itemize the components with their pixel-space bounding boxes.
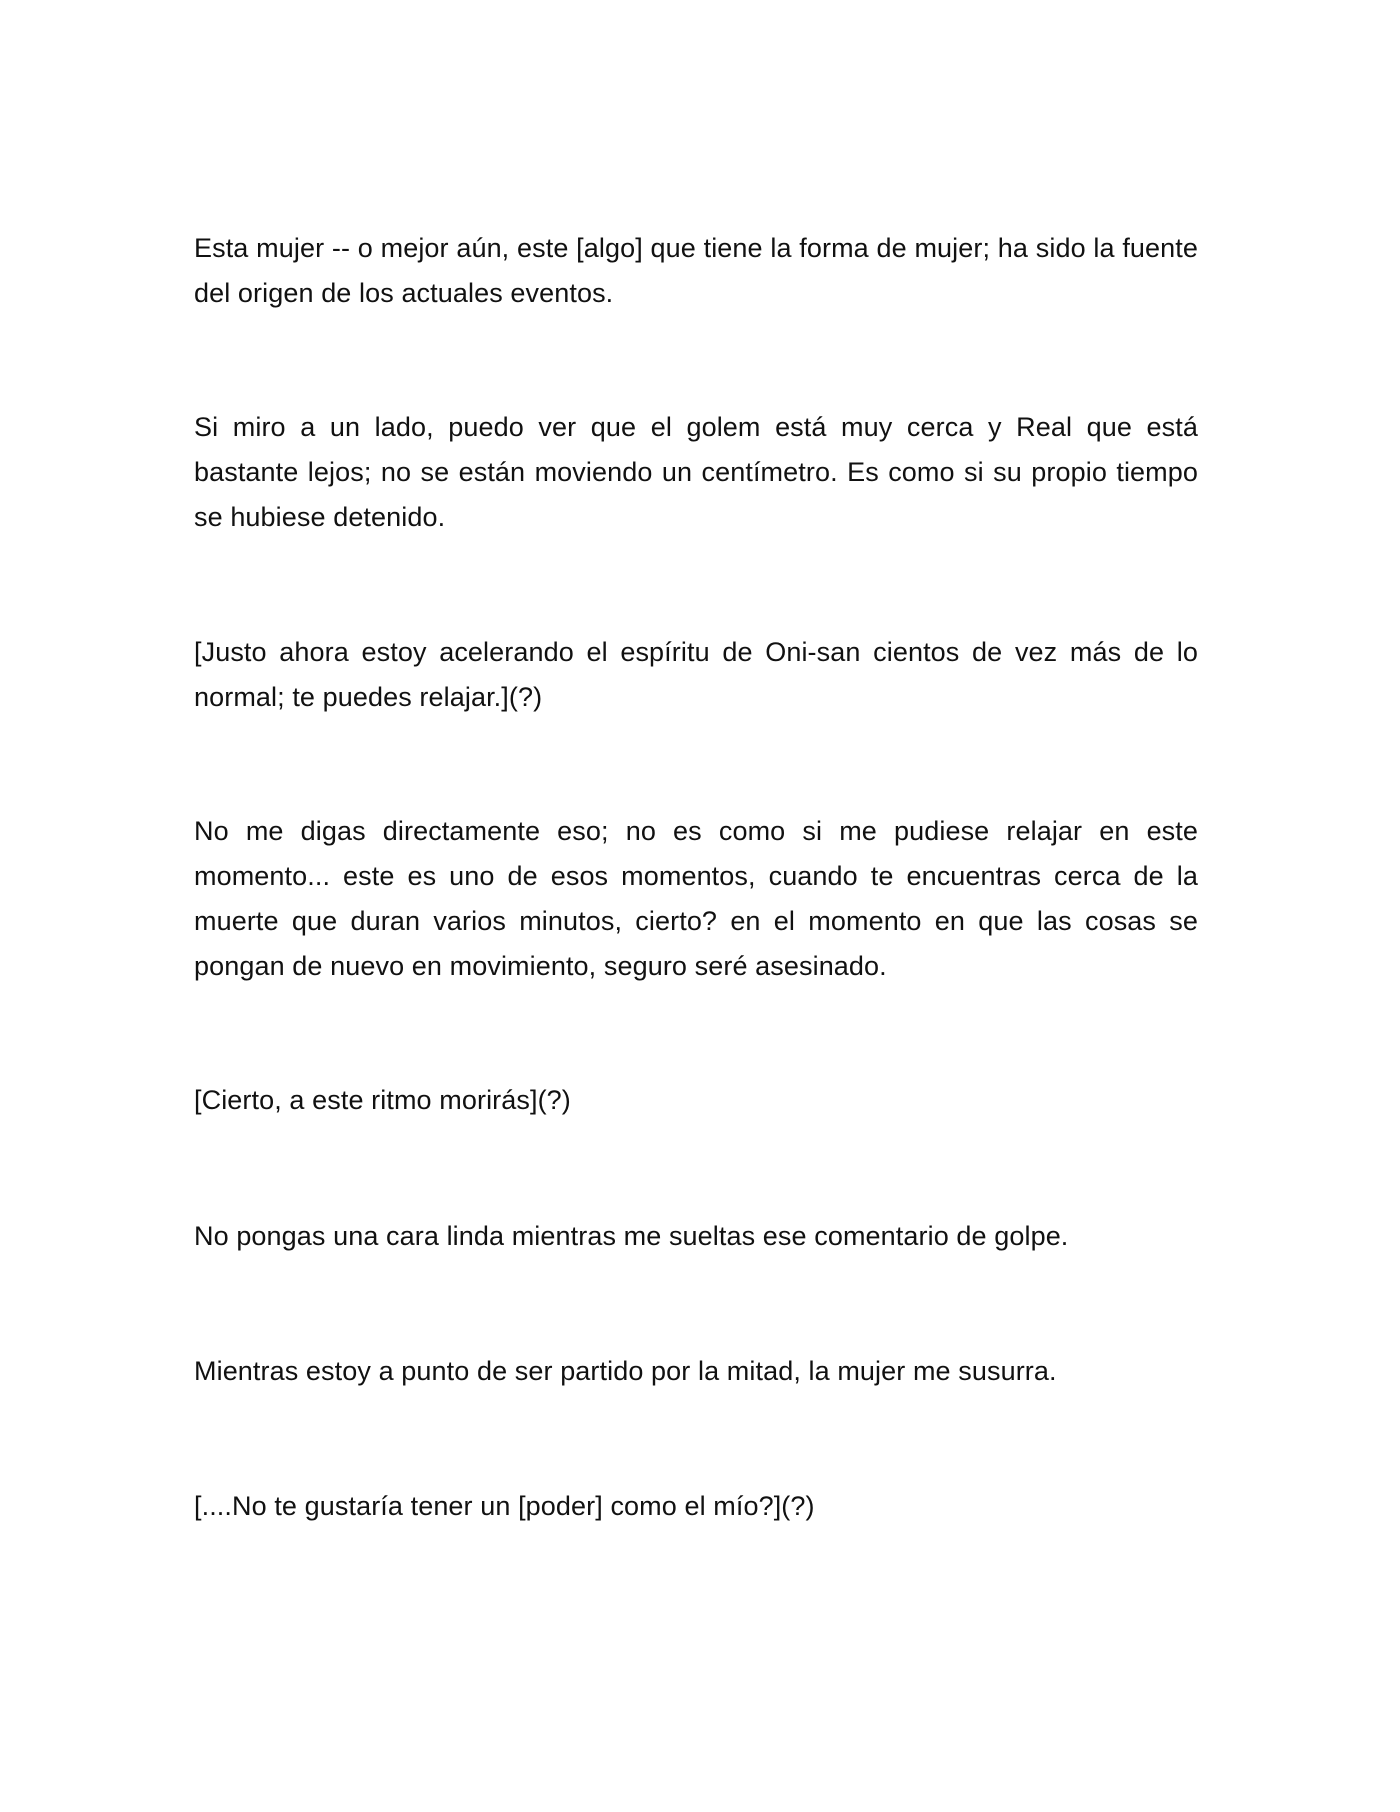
paragraph-2: Si miro a un lado, puedo ver que el golem está muy cerca y Real que está bastante lejos; no se están moviendo un centímetro. Es como si su propio tiempo se hubiese detenido. [194, 412, 1198, 532]
paragraph-1: Esta mujer -- o mejor aún, este [algo] que tiene la forma de mujer; ha sido la fuente del origen de los actuales eventos. [194, 233, 1198, 308]
paragraph-7: Mientras estoy a punto de ser partido por la mitad, la mujer me susurra. [194, 1356, 1057, 1386]
paragraph-6: No pongas una cara linda mientras me sueltas ese comentario de golpe. [194, 1221, 1069, 1251]
paragraph-4: No me digas directamente eso; no es como si me pudiese relajar en este momento... este es uno de esos momentos, cuando te encuentras cerca de la muerte que duran varios minutos, cierto? en el momento en que las cosas se pongan de nuevo en movimiento, seguro seré asesinado. [194, 816, 1198, 981]
paragraph-3: [Justo ahora estoy acelerando el espíritu de Oni-san cientos de vez más de lo normal; te puedes relajar.](?) [194, 637, 1198, 712]
paragraph-8: [....No te gustaría tener un [poder] como el mío?](?) [194, 1491, 815, 1521]
paragraph-5: [Cierto, a este ritmo morirás](?) [194, 1085, 571, 1115]
